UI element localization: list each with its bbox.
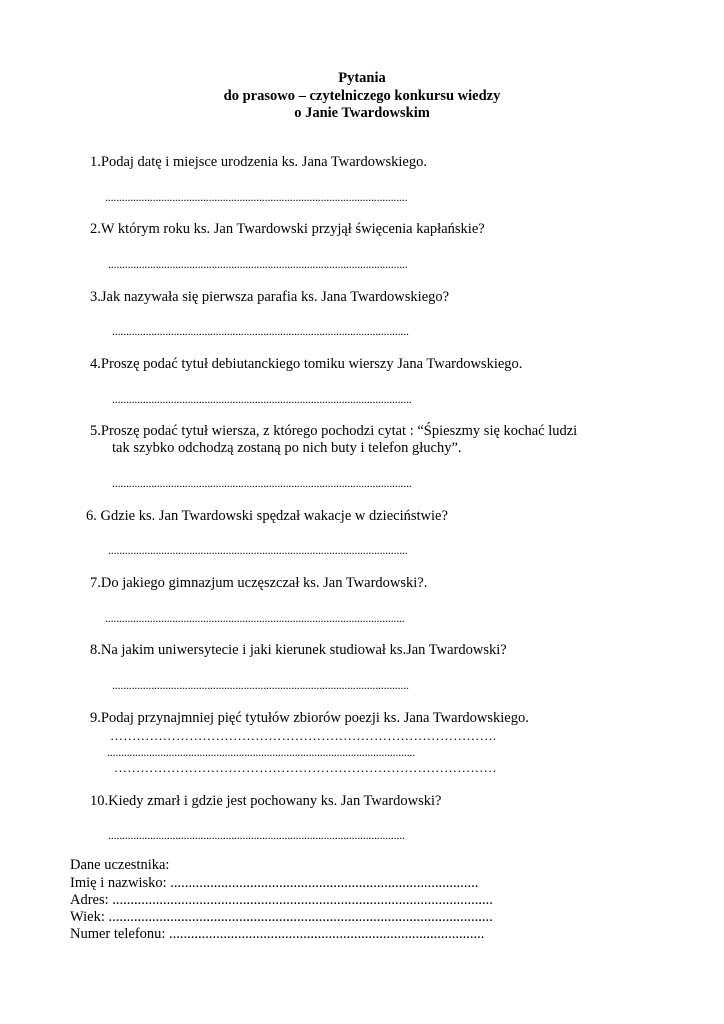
page-subtitle: do prasowo – czytelniczego konkursu wiedzy xyxy=(223,88,501,104)
question-5: 5.Proszę podać tytuł wiersza, z którego pochodzi cytat : “Śpieszmy się kochać ludzi xyxy=(90,423,578,439)
answer-line-1[interactable]: ............................................................................................................ xyxy=(105,190,408,204)
answer-line-9c[interactable]: …………………………………………………………………………… xyxy=(114,761,497,775)
answer-line-9a[interactable]: ……………………………………………………………………………. xyxy=(110,729,497,743)
answer-line-2[interactable]: ........................................................................................................... xyxy=(108,257,408,271)
question-1: 1.Podaj datę i miejsce urodzenia ks. Jana Twardowskiego. xyxy=(90,154,427,170)
question-9: 9.Podaj przynajmniej pięć tytułów zbiorów poezji ks. Jana Twardowskiego. xyxy=(90,710,529,726)
answer-line-7[interactable]: ........................................................................................................... xyxy=(105,611,405,625)
question-10: 10.Kiedy zmarł i gdzie jest pochowany ks. Jan Twardowski? xyxy=(90,793,442,809)
participant-phone-field[interactable]: Numer telefonu: ....................................................................................... xyxy=(70,926,485,942)
answer-line-8[interactable]: .......................................................................................................... xyxy=(112,678,409,692)
participant-age-field[interactable]: Wiek: .......................................................................................................... xyxy=(70,909,493,925)
answer-line-10[interactable]: .......................................................................................................... xyxy=(108,828,405,842)
participant-name-field[interactable]: Imię i nazwisko: ..................................................................................... xyxy=(70,875,479,891)
answer-line-4[interactable]: ........................................................................................................... xyxy=(112,392,412,406)
participant-address-field[interactable]: Adres: ......................................................................................................... xyxy=(70,892,493,908)
question-3: 3.Jak nazywała się pierwsza parafia ks. Jana Twardowskiego? xyxy=(90,289,450,305)
answer-line-6[interactable]: ........................................................................................................... xyxy=(108,543,408,557)
answer-line-3[interactable]: .......................................................................................................... xyxy=(112,324,409,338)
question-6: 6. Gdzie ks. Jan Twardowski spędzał wakacje w dzieciństwie? xyxy=(86,508,448,524)
answer-line-9b[interactable]: .............................................................................................................. xyxy=(107,745,416,759)
question-7: 7.Do jakiego gimnazjum uczęszczał ks. Jan Twardowski?. xyxy=(90,575,428,591)
question-4: 4.Proszę podać tytuł debiutanckiego tomiku wierszy Jana Twardowskiego. xyxy=(90,356,523,372)
answer-line-5[interactable]: ........................................................................................................... xyxy=(112,476,412,490)
page-title: Pytania xyxy=(338,70,386,86)
question-2: 2.W którym roku ks. Jan Twardowski przyjął święcenia kapłańskie? xyxy=(90,221,485,237)
page-subtitle-2: o Janie Twardowskim xyxy=(294,105,430,121)
question-8: 8.Na jakim uniwersytecie i jaki kierunek studiował ks.Jan Twardowski? xyxy=(90,642,507,658)
question-5-continued: tak szybko odchodzą zostaną po nich buty i telefon głuchy”. xyxy=(112,440,462,456)
participant-data-heading: Dane uczestnika: xyxy=(70,857,170,873)
